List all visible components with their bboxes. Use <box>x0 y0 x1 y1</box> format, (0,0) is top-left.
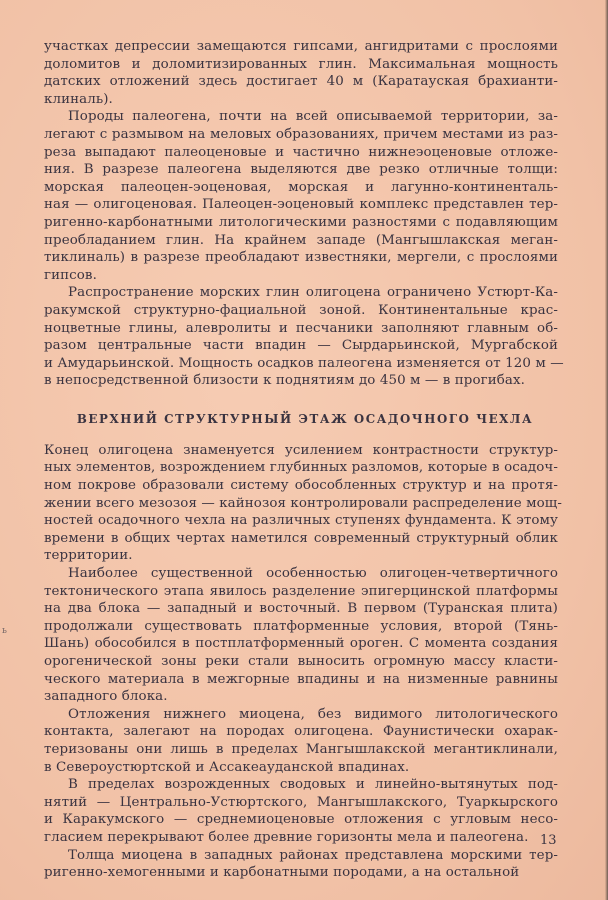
text-line: контакта, залегают на породах олигоцена. Фаунистически охарак- <box>44 724 558 740</box>
text-line: Шань) обособился в постплатформенный ороген. С момента создания <box>44 636 558 652</box>
text-line: ноцветные глины, алевролиты и песчаники заполняют главным об- <box>44 320 558 336</box>
text-line: гласием перекрывают более древние горизонты мела и палеогена. <box>44 829 529 845</box>
text-line: разом центральные части впадин — Сырдарьинской, Мургабской <box>44 338 558 354</box>
paragraph <box>44 442 562 565</box>
text-line: клиналь). <box>44 91 113 107</box>
paragraph <box>44 108 558 284</box>
text-line: ностей осадочного чехла на различных ступенях фундамента. К этому <box>44 513 558 529</box>
text-line: преобладанием глин. На крайнем западе (Мангышлакская меган- <box>44 232 558 248</box>
text-line: нятий — Центрально-Устюртского, Мангышлакского, Туаркырского <box>44 794 558 810</box>
paragraph <box>44 706 558 776</box>
text-line: ческого материала в межгорные впадины и на низменные равнины <box>44 671 558 687</box>
text-line: тиклиналь) в разрезе преобладают известняки, мергели, с прослоями <box>44 250 558 266</box>
text-line: продолжали существовать платформенные условия, второй (Тянь- <box>44 618 558 634</box>
text-line: теризованы они лишь в пределах Мангышлакской мегантиклинали, <box>44 741 558 757</box>
text-line: ных элементов, возрождением глубинных разломов, которые в осадоч- <box>44 460 558 476</box>
text-line: ракумской структурно-фациальной зоной. Континентальные крас- <box>44 302 558 318</box>
text-line: легают с размывом на меловых образованиях, причем местами из раз- <box>44 126 558 142</box>
text-line: и Амударьинской. Мощность осадков палеогена изменяется от 120 м — <box>44 355 564 371</box>
margin-mark: ь <box>2 626 7 636</box>
section-paleogene <box>44 38 564 390</box>
text-line: и Каракумского — среднемиоценовые отложения с угловым несо- <box>44 812 558 828</box>
text-line: В пределах возрожденных сводовых и линейно-вытянутых под- <box>68 777 558 793</box>
text-line: Конец олигоцена знаменуется усилением контрастности структур- <box>44 442 558 458</box>
text-line: тектонического этапа явилось разделение эпигерцинской платформы <box>44 583 558 599</box>
text-line: Наиболее существенной особенностью олигоцен-четвертичного <box>68 566 558 582</box>
text-line: ригенно-карбонатными литологическими разностями с подавляющим <box>44 214 558 230</box>
text-line: реза выпадают палеоценовые и частично нижнеэоценовые отложе- <box>44 144 558 160</box>
text-line: жении всего мезозоя — кайнозоя контролировали распределение мощ- <box>44 495 562 511</box>
text-line: орогенической зоны реки стали выносить огромную массу класти- <box>44 654 558 669</box>
paragraph <box>44 847 558 882</box>
page-number: 13 <box>540 833 557 848</box>
text-line: Распространение морских глин олигоцена ограничено Устюрт-Ка- <box>68 285 558 301</box>
text-line: ном покрове образовали систему обособленных структур и на протя- <box>44 478 558 494</box>
paragraph <box>44 565 558 706</box>
text-line: гипсов. <box>44 267 97 283</box>
text-line: ная — олигоценовая. Палеоцен-эоценовый комплекс представлен тер- <box>44 197 558 213</box>
text-line: на два блока — западный и восточный. В первом (Туранская плита) <box>44 601 558 617</box>
text-line: датских отложений здесь достигает 40 м (Каратауская брахианти- <box>44 74 558 90</box>
text-line: в непосредственной близости к поднятиям до 450 м — в прогибах. <box>44 373 526 389</box>
text-line: времени в общих чертах наметился современный структурный облик <box>44 530 558 546</box>
text-line: участках депрессии замещаются гипсами, ангидритами с прослоями <box>44 39 558 54</box>
text-line: Породы палеогена, почти на всей описываемой территории, за- <box>68 109 558 125</box>
text-line: ригенно-хемогенными и карбонатными породами, а на остальной <box>44 865 520 881</box>
paragraph <box>44 284 564 390</box>
text-line: территории. <box>44 548 133 564</box>
text-line: в Североустюртской и Ассакеауданской впадинах. <box>44 759 410 775</box>
text-line: ния. В разрезе палеогена выделяются две резко отличные толщи: <box>44 162 558 178</box>
paragraph <box>44 38 558 108</box>
text-line: западного блока. <box>44 689 168 705</box>
text-line: доломитов и доломитизированных глин. Максимальная мощность <box>44 56 558 72</box>
section-heading: ВЕРХНИЙ СТРУКТУРНЫЙ ЭТАЖ ОСАДОЧНОГО ЧЕХЛА <box>76 411 534 426</box>
paragraph <box>44 776 558 846</box>
text-line: Отложения нижнего миоцена, без видимого литологического <box>68 706 558 722</box>
section-upper-structural-stage <box>44 442 562 882</box>
text-line: морская палеоцен-эоценовая, морская и лагунно-континенталь- <box>44 179 558 195</box>
document-page <box>44 38 564 882</box>
text-line: Толща миоцена в западных районах представлена морскими тер- <box>68 847 558 863</box>
